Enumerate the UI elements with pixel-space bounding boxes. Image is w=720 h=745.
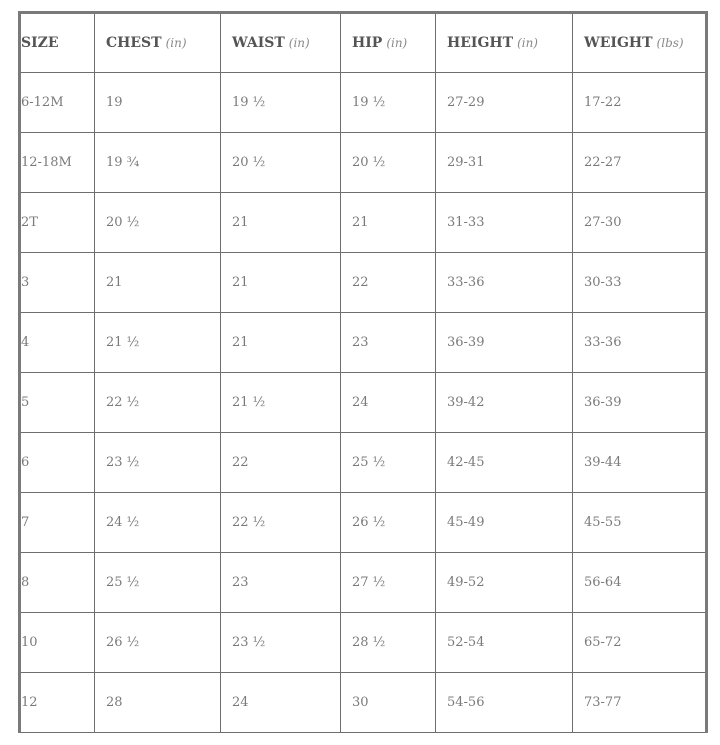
cell-size <box>20 373 95 433</box>
cell-weight-value: 33-36 <box>584 335 622 350</box>
cell-weight <box>573 253 707 313</box>
cell-waist <box>221 493 341 553</box>
size-chart-table <box>18 11 708 733</box>
cell-height <box>436 613 573 673</box>
header-waist <box>221 13 341 73</box>
cell-hip-value: 26 ½ <box>352 515 386 530</box>
cell-size-value: 7 <box>21 515 30 530</box>
cell-weight-value: 30-33 <box>584 275 622 290</box>
table-row <box>20 133 707 193</box>
header-size <box>20 13 95 73</box>
header-chest <box>95 13 221 73</box>
cell-waist-value: 22 ½ <box>232 515 266 530</box>
header-height-unit: (in) <box>517 36 538 50</box>
cell-waist <box>221 313 341 373</box>
cell-waist <box>221 673 341 733</box>
header-weight-label: WEIGHT <box>584 35 653 51</box>
cell-height-value: 54-56 <box>447 695 485 710</box>
header-waist-unit: (in) <box>288 36 310 50</box>
header-height <box>436 13 573 73</box>
cell-chest-value: 22 ½ <box>106 395 140 410</box>
cell-chest-value: 19 ¾ <box>106 155 140 170</box>
cell-hip <box>341 313 436 373</box>
cell-hip <box>341 433 436 493</box>
table-row <box>20 553 707 613</box>
cell-weight-value: 22-27 <box>584 155 622 170</box>
cell-height <box>436 673 573 733</box>
table-row <box>20 613 707 673</box>
cell-size <box>20 253 95 313</box>
cell-weight <box>573 133 707 193</box>
cell-chest <box>95 433 221 493</box>
header-weight <box>573 13 707 73</box>
table-row <box>20 193 707 253</box>
cell-size-value: 12-18M <box>21 155 72 170</box>
cell-size-value: 5 <box>21 395 30 410</box>
cell-height <box>436 73 573 133</box>
cell-waist <box>221 553 341 613</box>
cell-height <box>436 133 573 193</box>
table-row <box>20 373 707 433</box>
cell-weight <box>573 373 707 433</box>
cell-height-value: 33-36 <box>447 275 485 290</box>
cell-height-value: 39-42 <box>447 395 485 410</box>
cell-height-value: 29-31 <box>447 155 485 170</box>
table-row <box>20 253 707 313</box>
header-hip-label: HIP <box>352 35 383 51</box>
cell-hip <box>341 613 436 673</box>
cell-chest <box>95 133 221 193</box>
table-row <box>20 73 707 133</box>
cell-waist-value: 21 <box>232 215 249 230</box>
cell-weight-value: 56-64 <box>584 575 622 590</box>
cell-chest-value: 20 ½ <box>106 215 140 230</box>
cell-waist-value: 19 ½ <box>232 95 266 110</box>
cell-weight-value: 17-22 <box>584 95 622 110</box>
cell-weight <box>573 493 707 553</box>
cell-waist <box>221 133 341 193</box>
cell-chest <box>95 493 221 553</box>
cell-waist <box>221 373 341 433</box>
cell-chest-value: 21 ½ <box>106 335 140 350</box>
cell-chest-value: 28 <box>106 695 123 710</box>
cell-hip <box>341 493 436 553</box>
cell-height-value: 36-39 <box>447 335 485 350</box>
cell-size-value: 6 <box>21 455 30 470</box>
size-chart-body <box>20 73 707 733</box>
cell-chest-value: 19 <box>106 95 123 110</box>
cell-weight-value: 36-39 <box>584 395 622 410</box>
cell-weight-value: 27-30 <box>584 215 622 230</box>
cell-height <box>436 553 573 613</box>
header-chest-label: CHEST <box>106 35 162 51</box>
cell-height <box>436 433 573 493</box>
cell-size-value: 4 <box>21 335 30 350</box>
cell-weight <box>573 433 707 493</box>
table-row <box>20 673 707 733</box>
cell-waist-value: 21 <box>232 275 249 290</box>
header-height-label: HEIGHT <box>447 35 514 51</box>
header-size-label: SIZE <box>21 35 59 51</box>
header-hip <box>341 13 436 73</box>
cell-size <box>20 133 95 193</box>
cell-hip-value: 25 ½ <box>352 455 386 470</box>
size-chart-container <box>18 11 708 733</box>
table-row <box>20 313 707 373</box>
cell-weight <box>573 193 707 253</box>
cell-height <box>436 253 573 313</box>
cell-weight <box>573 613 707 673</box>
cell-chest <box>95 553 221 613</box>
cell-height <box>436 193 573 253</box>
cell-size <box>20 313 95 373</box>
cell-hip <box>341 253 436 313</box>
cell-waist <box>221 193 341 253</box>
cell-height <box>436 373 573 433</box>
cell-hip-value: 27 ½ <box>352 575 386 590</box>
cell-chest <box>95 673 221 733</box>
cell-hip <box>341 193 436 253</box>
cell-hip <box>341 553 436 613</box>
cell-size <box>20 673 95 733</box>
header-hip-unit: (in) <box>386 36 408 50</box>
cell-height-value: 49-52 <box>447 575 485 590</box>
cell-chest <box>95 73 221 133</box>
cell-weight <box>573 73 707 133</box>
cell-waist <box>221 253 341 313</box>
cell-size-value: 12 <box>21 695 38 710</box>
cell-waist-value: 23 <box>232 575 249 590</box>
cell-waist-value: 20 ½ <box>232 155 266 170</box>
cell-hip-value: 24 <box>352 395 369 410</box>
cell-size-value: 2T <box>21 215 38 230</box>
table-row <box>20 493 707 553</box>
cell-weight-value: 73-77 <box>584 695 622 710</box>
cell-height-value: 52-54 <box>447 635 485 650</box>
cell-size <box>20 613 95 673</box>
cell-chest-value: 24 ½ <box>106 515 140 530</box>
cell-height-value: 45-49 <box>447 515 485 530</box>
cell-hip <box>341 373 436 433</box>
cell-hip-value: 23 <box>352 335 369 350</box>
cell-height-value: 27-29 <box>447 95 485 110</box>
cell-chest <box>95 373 221 433</box>
cell-chest-value: 25 ½ <box>106 575 140 590</box>
cell-size-value: 3 <box>21 275 30 290</box>
cell-chest-value: 23 ½ <box>106 455 140 470</box>
header-chest-unit: (in) <box>165 36 187 50</box>
cell-hip <box>341 673 436 733</box>
cell-weight-value: 65-72 <box>584 635 622 650</box>
cell-waist-value: 21 ½ <box>232 395 266 410</box>
cell-hip <box>341 133 436 193</box>
cell-height <box>436 493 573 553</box>
cell-hip-value: 20 ½ <box>352 155 386 170</box>
cell-waist <box>221 73 341 133</box>
cell-size-value: 8 <box>21 575 30 590</box>
cell-chest-value: 21 <box>106 275 123 290</box>
cell-hip-value: 22 <box>352 275 369 290</box>
cell-waist-value: 24 <box>232 695 249 710</box>
cell-size <box>20 433 95 493</box>
cell-weight <box>573 313 707 373</box>
cell-waist-value: 22 <box>232 455 249 470</box>
cell-height <box>436 313 573 373</box>
header-row <box>20 13 707 73</box>
cell-chest-value: 26 ½ <box>106 635 140 650</box>
cell-weight <box>573 673 707 733</box>
cell-hip-value: 30 <box>352 695 369 710</box>
cell-waist-value: 23 ½ <box>232 635 266 650</box>
cell-waist-value: 21 <box>232 335 249 350</box>
cell-size-value: 10 <box>21 635 38 650</box>
cell-size-value: 6-12M <box>21 95 64 110</box>
cell-weight-value: 39-44 <box>584 455 622 470</box>
cell-chest <box>95 253 221 313</box>
cell-weight <box>573 553 707 613</box>
cell-hip <box>341 73 436 133</box>
cell-size <box>20 553 95 613</box>
cell-hip-value: 21 <box>352 215 369 230</box>
cell-waist <box>221 433 341 493</box>
cell-waist <box>221 613 341 673</box>
cell-height-value: 31-33 <box>447 215 485 230</box>
table-row <box>20 433 707 493</box>
cell-chest <box>95 313 221 373</box>
cell-size <box>20 493 95 553</box>
cell-weight-value: 45-55 <box>584 515 622 530</box>
cell-size <box>20 193 95 253</box>
header-waist-label: WAIST <box>232 35 285 51</box>
cell-height-value: 42-45 <box>447 455 485 470</box>
header-weight-unit: (lbs) <box>656 36 684 50</box>
cell-hip-value: 19 ½ <box>352 95 386 110</box>
cell-hip-value: 28 ½ <box>352 635 386 650</box>
cell-chest <box>95 613 221 673</box>
cell-chest <box>95 193 221 253</box>
cell-size <box>20 73 95 133</box>
